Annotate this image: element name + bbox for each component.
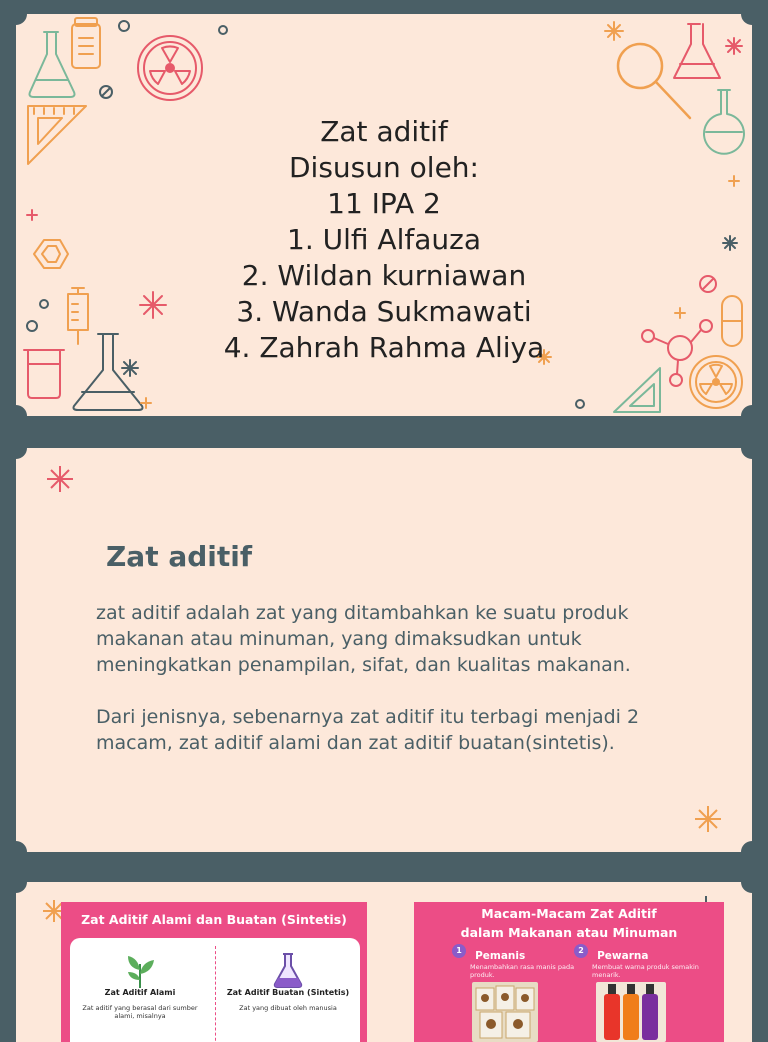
radiation-icon (138, 36, 202, 100)
title-line: Disusun oleh: (289, 151, 479, 184)
colorant-bottles-photo (596, 982, 666, 1042)
section-heading: Zat aditif (106, 540, 253, 573)
card-title: Zat Aditif Alami dan Buatan (Sintetis) (81, 912, 347, 927)
item-description: Membuat warna produk semakin menarik. (592, 963, 699, 979)
number-badge: 2 (574, 944, 588, 958)
synthetic-column (218, 950, 358, 1012)
card-subtitle: dalam Makanan atau Minuman (460, 925, 678, 940)
title-line: 11 IPA 2 (327, 187, 441, 220)
dot-icon (119, 21, 129, 31)
column-heading: Zat Aditif Buatan (Sintetis) (226, 988, 350, 997)
body-text (96, 600, 696, 782)
column-text: Zat yang dibuat oleh manusia (239, 1004, 337, 1012)
additive-types-card (414, 902, 724, 1042)
natural-vs-synthetic-card (61, 902, 367, 1042)
card-title: Macam-Macam Zat Aditif (481, 906, 657, 921)
leaf-icon (120, 950, 160, 990)
paragraph: Dari jenisnya, sebenarnya zat aditif itu terbagi menjadi 2 macam, zat aditif alami dan zat aditif buatan(sintetis). (96, 706, 640, 754)
item-title: Pewarna (597, 950, 649, 962)
magnifier-icon (618, 44, 690, 118)
item-title: Pemanis (475, 950, 526, 962)
sparkle-icon (695, 806, 721, 832)
sweetener-item (452, 944, 582, 979)
column-text: Zat aditif yang berasal dari sumber alami, misalnya (82, 1004, 198, 1020)
title-text-block (16, 114, 752, 366)
flask-icon (30, 32, 75, 97)
title-line: 1. Ulfi Alfauza (287, 223, 481, 256)
ruler-triangle-icon (614, 368, 660, 412)
sweetener-product-photo (472, 982, 538, 1042)
conical-flask-icon (674, 24, 720, 78)
number-badge: 1 (452, 944, 466, 958)
comparison-panel (70, 938, 360, 1042)
infographic-slide (16, 882, 752, 1042)
title-line: 2. Wildan kurniawan (241, 259, 527, 292)
item-description: Menambahkan rasa manis pada produk. (470, 963, 575, 979)
column-heading: Zat Aditif Alami (104, 988, 176, 997)
title-line: Zat aditif (320, 115, 448, 148)
title-line: 4. Zahrah Rahma Aliya (223, 331, 545, 364)
dashed-divider (215, 946, 216, 1042)
paragraph: zat aditif adalah zat yang ditambahkan ke suatu produk makanan atau minuman, yang dimaksudkan untuk meningkatkan penampilan, sifat, dan kualitas makanan. (96, 602, 631, 676)
title-slide (16, 14, 752, 416)
jar-icon (72, 18, 100, 68)
sparkle-icon (47, 466, 73, 492)
chemistry-flask-icon (268, 950, 308, 990)
sparkle-icon (605, 22, 623, 40)
colorant-item (574, 944, 704, 979)
natural-column (70, 950, 210, 1020)
title-line: 3. Wanda Sukmawati (236, 295, 532, 328)
definition-slide (16, 448, 752, 852)
